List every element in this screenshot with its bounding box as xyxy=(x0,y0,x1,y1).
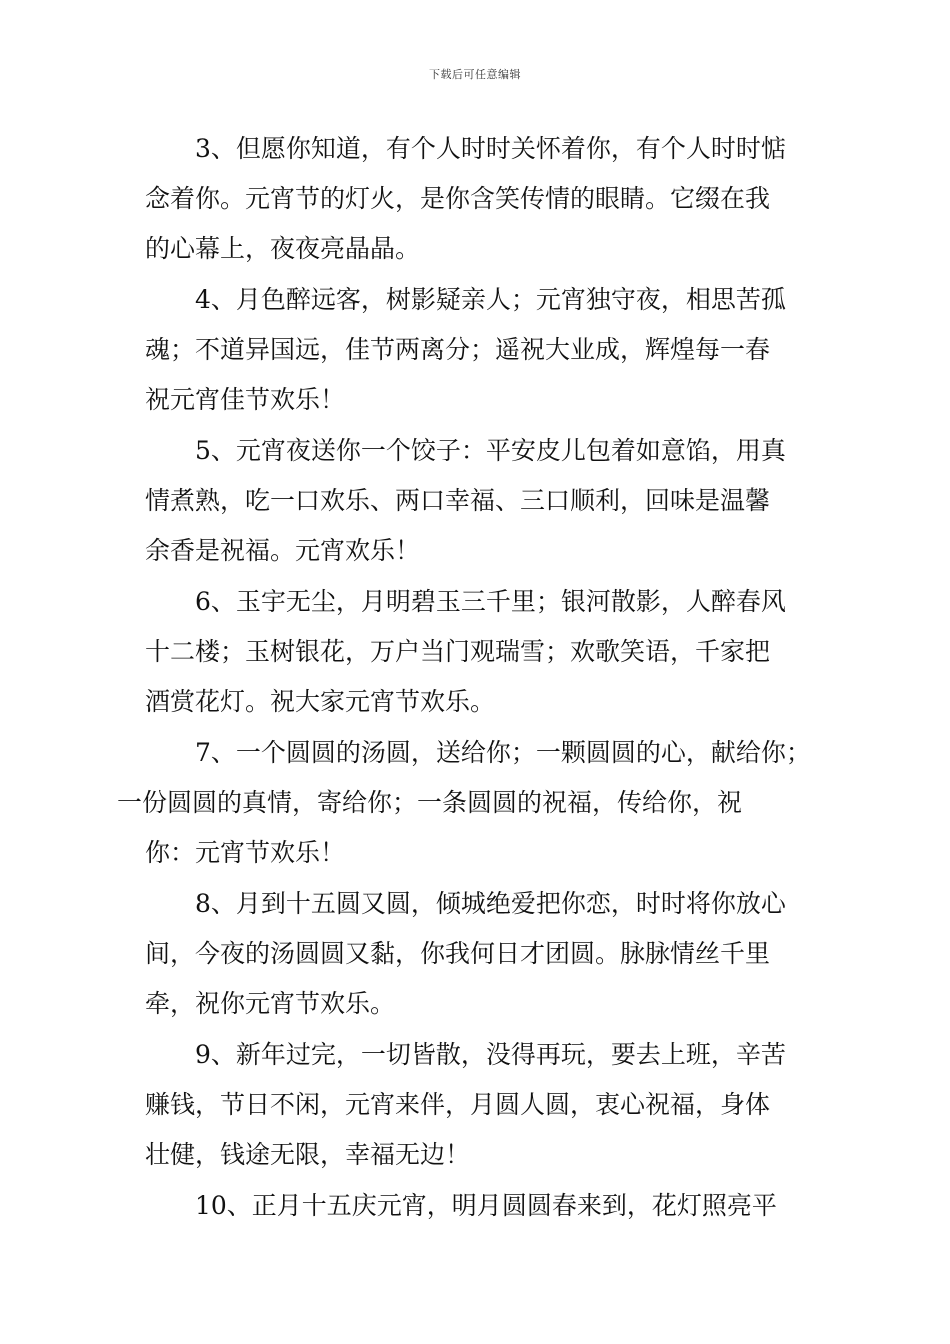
paragraph-line: 7、一个圆圆的汤圆，送给你；一颗圆圆的心，献给你； xyxy=(195,738,811,767)
paragraph-line: 情煮熟，吃一口欢乐、两口幸福、三口顺利，回味是温馨 xyxy=(145,486,771,515)
paragraph-line: 祝元宵佳节欢乐！ xyxy=(145,385,346,414)
paragraph-line: 念着你。元宵节的灯火，是你含笑传情的眼睛。它缀在我 xyxy=(145,184,771,213)
paragraph-line: 魂；不道异国远，佳节两离分；遥祝大业成，辉煌每一春 xyxy=(145,335,771,364)
paragraph-line: 牵，祝你元宵节欢乐。 xyxy=(145,989,396,1018)
paragraph-line: 一份圆圆的真情，寄给你；一条圆圆的祝福，传给你，祝 xyxy=(117,788,743,817)
paragraph-line: 你：元宵节欢乐！ xyxy=(145,838,346,867)
paragraph-line: 10、正月十五庆元宵，明月圆圆春来到，花灯照亮平 xyxy=(195,1191,777,1220)
paragraph-line: 8、月到十五圆又圆，倾城绝爱把你恋，时时将你放心 xyxy=(195,889,786,918)
paragraph-line: 3、但愿你知道，有个人时时关怀着你，有个人时时惦 xyxy=(195,134,786,163)
paragraph-7 xyxy=(117,728,825,878)
paragraph-line: 4、月色醉远客，树影疑亲人；元宵独守夜，相思苦孤 xyxy=(195,285,786,314)
paragraph-9 xyxy=(145,1030,825,1180)
paragraph-4 xyxy=(145,275,825,425)
paragraph-line: 5、元宵夜送你一个饺子：平安皮儿包着如意馅，用真 xyxy=(195,436,786,465)
paragraph-line: 间，今夜的汤圆圆又黏，你我何日才团圆。脉脉情丝千里 xyxy=(145,939,771,968)
paragraph-line: 十二楼；玉树银花，万户当门观瑞雪；欢歌笑语，千家把 xyxy=(145,637,771,666)
paragraph-10 xyxy=(145,1181,825,1231)
paragraph-3 xyxy=(145,124,825,274)
paragraph-line: 的心幕上，夜夜亮晶晶。 xyxy=(145,234,421,263)
paragraph-5 xyxy=(145,426,825,576)
paragraph-line: 酒赏花灯。祝大家元宵节欢乐。 xyxy=(145,687,496,716)
page-header: 下载后可任意编辑 xyxy=(429,68,521,81)
paragraph-line: 赚钱，节日不闲，元宵来伴，月圆人圆，衷心祝福，身体 xyxy=(145,1090,771,1119)
paragraph-6 xyxy=(145,577,825,727)
document-body xyxy=(117,124,825,1232)
paragraph-line: 壮健，钱途无限，幸福无边！ xyxy=(145,1140,471,1169)
paragraph-line: 9、新年过完，一切皆散，没得再玩，要去上班，辛苦 xyxy=(195,1040,786,1069)
paragraph-line: 余香是祝福。元宵欢乐！ xyxy=(145,536,421,565)
paragraph-line: 6、玉宇无尘，月明碧玉三千里；银河散影，人醉春风 xyxy=(195,587,786,616)
paragraph-8 xyxy=(145,879,825,1029)
